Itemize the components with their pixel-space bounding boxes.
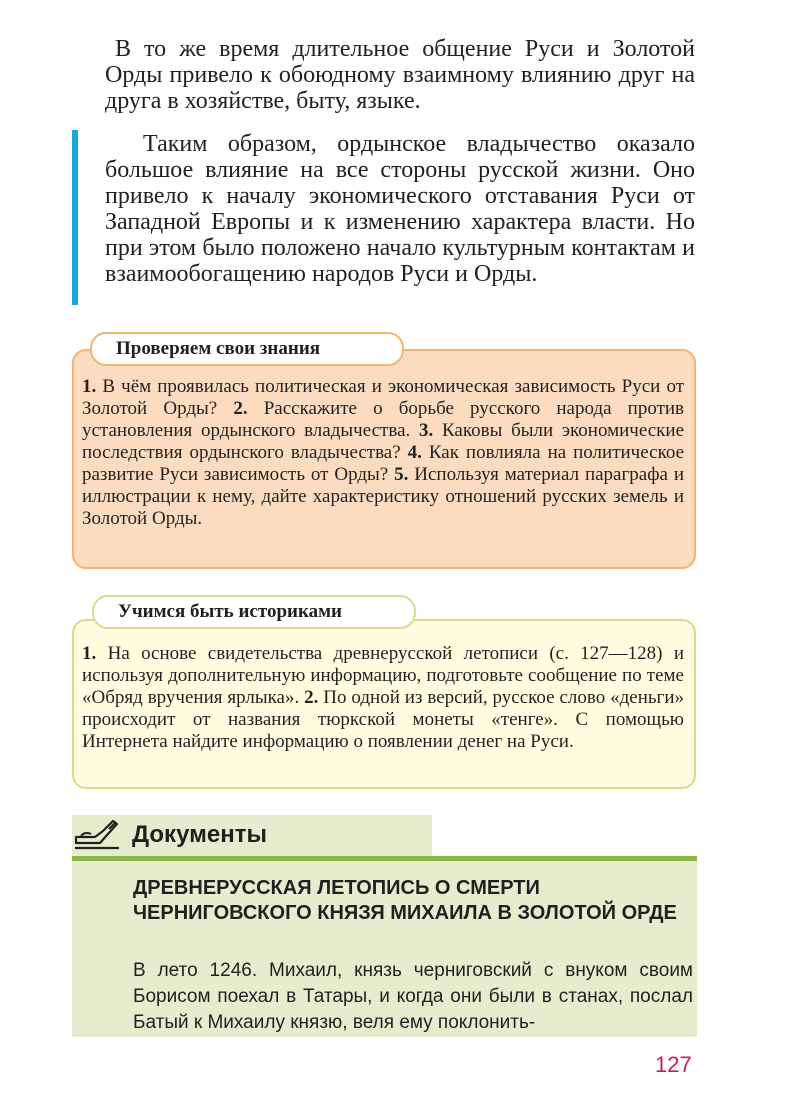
learn-history-title: Учимся быть историками <box>92 595 416 629</box>
document-text: В лето 1246. Михаил, князь черниговский с внуком своим Борисом поехал в Татары, и когда они были в станах, послал Батый к Михаилу князю, веля ему поклонить- <box>133 960 693 1033</box>
question-number: 3. <box>419 420 434 441</box>
summary-accent-bar <box>72 130 78 305</box>
question-text: Используя материал параграфа и иллюстрации к нему, дайте характеристику отношений русских земель и Золотой Орды. <box>82 464 685 529</box>
question-text: Расскажите о борьбе русского народа против установления ордынского владычества. <box>82 398 685 441</box>
paragraph-summary: Таким образом, ордынское владычество оказало большое влияние на все стороны русской жизни. Оно привело к началу экономического отставания Руси от Западной Европы и к изменению характера власти. Но при этом было положено начало культурным контактам и взаимообогащению народов Руси и Орды. <box>105 131 695 287</box>
question-number: 1. <box>82 376 97 397</box>
question-number: 4. <box>407 442 422 463</box>
hand-writing-icon <box>73 817 123 853</box>
paragraph-cultural-exchange: В то же время длительное общение Руси и Золотой Орды привело к обоюдному взаимному влиянию друг на друга в хозяйстве, быту, языке. <box>105 36 695 114</box>
check-knowledge-questions <box>82 376 684 530</box>
task-number: 2. <box>304 687 319 708</box>
task-number: 1. <box>82 643 97 664</box>
question-number: 2. <box>233 398 248 419</box>
question-text: В чём проявилась политическая и экономическая зависимость Руси от Золотой Орды? <box>82 376 685 419</box>
task-text: На основе свидетельства древнерусской летописи (с. 127—128) и используя дополнительную информацию, подготовьте сообщение по теме «Обряд вручения ярлыка». <box>82 643 685 708</box>
question-number: 5. <box>394 464 409 485</box>
page-number: 127 <box>655 1052 692 1077</box>
learn-history-tasks <box>82 643 684 753</box>
task-text: По одной из версий, русское слово «деньги» происходит от названия тюркской монеты «тенге». С помощью Интернета найдите информацию о появлении денег на Руси. <box>82 687 685 752</box>
question-text: Как повлияла на политическое развитие Руси зависимость от Орды? <box>82 442 684 485</box>
documents-title: Документы <box>132 821 267 848</box>
check-knowledge-title: Проверяем свои знания <box>90 332 404 366</box>
document-heading: ДРЕВНЕРУССКАЯ ЛЕТОПИСЬ О СМЕРТИ ЧЕРНИГОВСКОГО КНЯЗЯ МИХАИЛА В ЗОЛОТОЙ ОРДЕ <box>133 877 677 924</box>
question-text: Каковы были экономические последствия ордынского владычества? <box>82 420 685 463</box>
